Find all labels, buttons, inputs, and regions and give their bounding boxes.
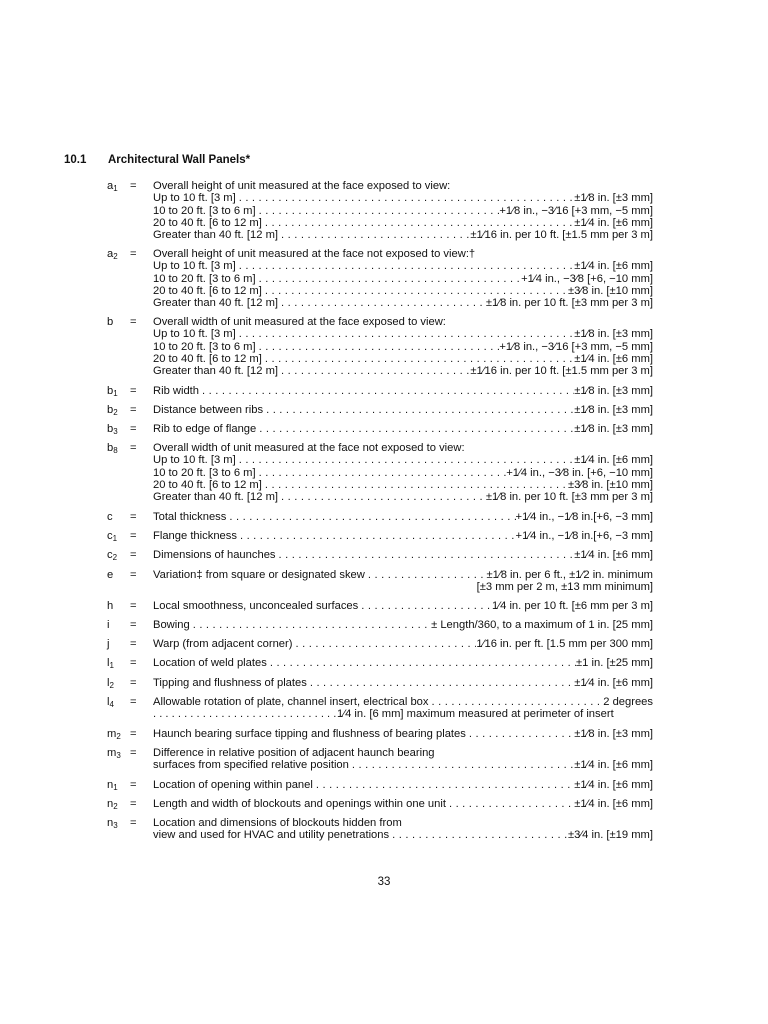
section-number: 10.1 xyxy=(64,154,87,166)
symbol-letter: l xyxy=(107,657,110,669)
tolerance-label: Dimensions of haunches xyxy=(153,549,276,561)
symbol-letter: b xyxy=(107,404,114,416)
tolerance-label: view and used for HVAC and utility penetrations xyxy=(153,829,390,842)
tolerance-label: Warp (from adjacent corner) xyxy=(153,638,293,650)
tolerance-value: ±1⁄4 in. [±6 mm] xyxy=(574,677,653,689)
entry-symbol xyxy=(107,600,113,612)
tolerance-value: ±1⁄8 in. [±3 mm] xyxy=(574,423,653,435)
dot-leader xyxy=(262,217,574,229)
symbol-subscript: 1 xyxy=(109,661,114,670)
tolerance-row xyxy=(153,479,653,491)
equals-sign: = xyxy=(130,423,137,435)
dot-leader xyxy=(262,353,574,365)
tolerance-row xyxy=(153,638,653,650)
entry-symbol xyxy=(107,248,118,260)
equals-sign: = xyxy=(130,316,137,328)
dot-leader xyxy=(236,328,574,340)
entry-symbol xyxy=(107,549,117,561)
entry-symbol xyxy=(107,423,118,435)
entry-body xyxy=(153,248,653,309)
tolerance-row xyxy=(153,328,653,340)
equals-sign: = xyxy=(130,619,137,631)
tolerance-row xyxy=(153,404,653,416)
tolerance-row xyxy=(153,385,653,397)
equals-sign: = xyxy=(130,728,137,740)
tolerance-value: 1⁄16 in. per ft. [1.5 mm per 300 mm] xyxy=(476,638,653,650)
equals-sign: = xyxy=(130,549,137,561)
equals-sign: = xyxy=(130,180,137,192)
tolerance-label: surfaces from specified relative position xyxy=(153,759,349,772)
symbol-subscript: 1 xyxy=(113,783,118,792)
tolerance-value: ±3⁄8 in. [±10 mm] xyxy=(567,284,653,297)
entry-symbol xyxy=(107,511,113,523)
symbol-letter: l xyxy=(107,677,110,689)
tolerance-row xyxy=(153,454,653,466)
dot-leader xyxy=(313,779,574,791)
symbol-subscript: 4 xyxy=(109,700,114,709)
entry-body xyxy=(153,728,653,740)
entry-symbol xyxy=(107,569,113,581)
entry-body xyxy=(153,442,653,503)
tolerance-label: Bowing xyxy=(153,619,190,631)
entry-symbol xyxy=(107,657,114,669)
tolerance-value: ±1⁄8 in. [±3 mm] xyxy=(574,404,653,416)
tolerance-row xyxy=(153,423,653,435)
equals-sign: = xyxy=(130,696,137,708)
tolerance-row xyxy=(153,229,653,241)
symbol-subscript: 8 xyxy=(113,446,118,455)
entry-body xyxy=(153,798,653,810)
tolerance-value: ±1⁄16 in. per 10 ft. [±1.5 mm per 3 m] xyxy=(470,365,653,378)
tolerance-row xyxy=(153,530,653,542)
entry-body xyxy=(153,423,653,435)
tolerance-label: Overall width of unit measured at the face exposed to view: xyxy=(153,316,446,328)
entry-body xyxy=(153,638,653,650)
symbol-subscript: 3 xyxy=(116,751,121,760)
tolerance-value: ±1⁄8 in. [±3 mm] xyxy=(574,328,653,341)
tolerance-label: Haunch bearing surface tipping and flushness of bearing plates xyxy=(153,728,466,740)
tolerance-label: Greater than 40 ft. [12 m] xyxy=(153,297,278,310)
tolerance-row xyxy=(153,180,653,192)
tolerance-row xyxy=(153,442,653,454)
entry-body xyxy=(153,696,653,721)
tolerance-label: Location of weld plates xyxy=(153,657,267,669)
tolerance-value: ±1⁄4 in. [±6 mm] xyxy=(574,216,653,229)
entry-body xyxy=(153,569,653,594)
tolerance-value: +1⁄4 in., −3⁄8 [+6, −10 mm] xyxy=(521,272,653,285)
entry-symbol xyxy=(107,696,114,708)
dot-leader xyxy=(365,569,487,581)
symbol-letter: a xyxy=(107,180,114,192)
symbol-subscript: 1 xyxy=(112,534,118,543)
tolerance-label: Variation‡ from square or designated skew xyxy=(153,569,365,581)
tolerance-label: Length and width of blockouts and openings within one unit xyxy=(153,798,446,810)
tolerance-value: +1⁄4 in., −1⁄8 in.[+6, −3 mm] xyxy=(515,511,653,523)
tolerance-row xyxy=(153,569,653,581)
symbol-letter: b xyxy=(107,385,114,397)
entry-symbol xyxy=(107,316,113,328)
entry-body xyxy=(153,530,653,542)
dot-leader xyxy=(153,708,337,720)
symbol-subscript: 2 xyxy=(113,802,118,811)
tolerance-value: ±1⁄4 in. [±6 mm] xyxy=(574,798,653,810)
symbol-letter: i xyxy=(107,619,110,631)
tolerance-value: ± Length/360, to a maximum of 1 in. [25 mm] xyxy=(431,619,653,631)
entry-body xyxy=(153,747,653,772)
dot-leader xyxy=(226,511,515,523)
tolerance-row xyxy=(153,365,653,377)
page-number: 33 xyxy=(377,876,391,888)
tolerance-value: ±1⁄4 in. [±6 mm] xyxy=(574,779,653,791)
tolerance-value: ±1⁄8 in. [±3 mm] xyxy=(574,385,653,397)
tolerance-label: Rib width xyxy=(153,385,200,397)
equals-sign: = xyxy=(130,511,137,523)
tolerance-value: ±1⁄8 in. per 10 ft. [±3 mm per 3 m] xyxy=(485,297,653,310)
tolerance-label: 10 to 20 ft. [3 to 6 m] xyxy=(153,340,256,353)
tolerance-row xyxy=(153,297,653,309)
tolerance-row xyxy=(153,677,653,689)
equals-sign: = xyxy=(130,385,137,397)
section-title: Architectural Wall Panels* xyxy=(108,154,251,166)
entry-body xyxy=(153,779,653,791)
entry-body xyxy=(153,657,653,669)
equals-sign: = xyxy=(130,747,137,759)
tolerance-value: ±1⁄4 in. [±6 mm] xyxy=(574,454,653,467)
entry-symbol xyxy=(107,677,114,689)
tolerance-row xyxy=(153,341,653,353)
entry-symbol xyxy=(107,817,118,829)
tolerance-label: Distance between ribs xyxy=(153,404,264,416)
tolerance-row xyxy=(153,467,653,479)
tolerance-row xyxy=(153,273,653,285)
tolerance-row xyxy=(153,708,653,720)
tolerance-row xyxy=(153,747,653,759)
tolerance-value: +1⁄8 in., −3⁄16 [+3 mm, −5 mm] xyxy=(499,340,653,353)
symbol-letter: c xyxy=(107,511,113,523)
dot-leader xyxy=(256,341,500,353)
equals-sign: = xyxy=(130,404,137,416)
dot-leader xyxy=(263,404,574,416)
dot-leader xyxy=(256,467,507,479)
equals-sign: = xyxy=(130,600,137,612)
tolerance-value: ±1⁄8 in. [±3 mm] xyxy=(574,728,653,740)
tolerance-row xyxy=(153,728,653,740)
tolerance-row xyxy=(153,581,653,593)
dot-leader xyxy=(278,297,486,309)
tolerance-row xyxy=(153,511,653,523)
symbol-subscript: 1 xyxy=(113,184,118,193)
tolerance-label: 20 to 40 ft. [6 to 12 m] xyxy=(153,352,262,365)
tolerance-label: Rib to edge of flange xyxy=(153,423,257,435)
equals-sign: = xyxy=(130,248,137,260)
dot-leader xyxy=(237,530,516,542)
dot-leader xyxy=(267,657,576,669)
tolerance-label: 20 to 40 ft. [6 to 12 m] xyxy=(153,284,262,297)
dot-leader xyxy=(358,600,492,612)
entry-body xyxy=(153,180,653,241)
tolerance-row xyxy=(153,798,653,810)
tolerance-row xyxy=(153,696,653,708)
tolerance-row xyxy=(153,192,653,204)
tolerance-label: 20 to 40 ft. [6 to 12 m] xyxy=(153,216,262,229)
tolerance-label: Location and dimensions of blockouts hidden from xyxy=(153,817,402,829)
equals-sign: = xyxy=(130,638,137,650)
tolerance-row xyxy=(153,619,653,631)
symbol-letter: c xyxy=(107,530,113,542)
tolerance-label: Up to 10 ft. [3 m] xyxy=(153,454,236,467)
entry-symbol xyxy=(107,530,117,542)
symbol-letter: a xyxy=(107,248,114,260)
entry-body xyxy=(153,817,653,842)
entry-symbol xyxy=(107,728,121,740)
tolerance-value: ±1⁄4 in. [±6 mm] xyxy=(574,352,653,365)
dot-leader xyxy=(262,479,568,491)
tolerance-value: ±3⁄8 in. [±10 mm] xyxy=(567,478,653,491)
entry-body xyxy=(153,549,653,561)
dot-leader xyxy=(292,638,476,650)
symbol-letter: e xyxy=(107,569,114,581)
tolerance-row xyxy=(153,657,653,669)
equals-sign: = xyxy=(130,569,137,581)
entry-body xyxy=(153,316,653,377)
symbol-letter: m xyxy=(107,747,117,759)
entry-body xyxy=(153,511,653,523)
tolerance-row xyxy=(153,759,653,771)
dot-leader xyxy=(190,619,431,631)
symbol-subscript: 2 xyxy=(112,553,118,562)
tolerance-row xyxy=(153,285,653,297)
dot-leader xyxy=(276,549,575,561)
dot-leader xyxy=(236,260,574,272)
dot-leader xyxy=(446,798,574,810)
dot-leader xyxy=(466,728,574,740)
dot-leader xyxy=(236,454,574,466)
tolerance-label: 10 to 20 ft. [3 to 6 m] xyxy=(153,272,256,285)
symbol-letter: b xyxy=(107,316,114,328)
tolerance-value: ±1⁄16 in. per 10 ft. [±1.5 mm per 3 m] xyxy=(470,229,653,242)
dot-leader xyxy=(307,677,574,689)
tolerance-value: ±1⁄8 in. per 10 ft. [±3 mm per 3 m] xyxy=(485,491,653,504)
entry-body xyxy=(153,619,653,631)
entry-body xyxy=(153,385,653,397)
tolerance-value: +1⁄4 in., −1⁄8 in.[+6, −3 mm] xyxy=(515,530,653,542)
symbol-letter: c xyxy=(107,549,113,561)
dot-leader xyxy=(278,491,486,503)
tolerance-row xyxy=(153,600,653,612)
tolerance-label: Overall width of unit measured at the face not exposed to view: xyxy=(153,442,465,454)
dot-leader xyxy=(256,205,500,217)
tolerance-label: Tipping and flushness of plates xyxy=(153,677,307,689)
tolerance-label: Greater than 40 ft. [12 m] xyxy=(153,365,278,378)
equals-sign: = xyxy=(130,677,137,689)
tolerance-row xyxy=(153,549,653,561)
entry-symbol xyxy=(107,798,118,810)
symbol-letter: b xyxy=(107,442,114,454)
entry-symbol xyxy=(107,638,110,650)
tolerance-label: Overall height of unit measured at the face exposed to view: xyxy=(153,180,451,192)
symbol-letter: l xyxy=(107,696,110,708)
tolerance-row xyxy=(153,817,653,829)
dot-leader xyxy=(278,365,470,377)
symbol-subscript: 3 xyxy=(113,427,118,436)
equals-sign: = xyxy=(130,442,137,454)
symbol-subscript: 2 xyxy=(116,732,121,741)
symbol-subscript: 1 xyxy=(113,389,118,398)
tolerance-value: ±1⁄4 in. [±6 mm] xyxy=(574,260,653,273)
tolerance-row xyxy=(153,829,653,841)
symbol-letter: m xyxy=(107,728,117,740)
dot-leader xyxy=(236,192,574,204)
tolerance-label: Flange thickness xyxy=(153,530,237,542)
tolerance-label: Up to 10 ft. [3 m] xyxy=(153,328,236,341)
dot-leader xyxy=(256,273,522,285)
equals-sign: = xyxy=(130,779,137,791)
entry-symbol xyxy=(107,385,118,397)
dot-leader xyxy=(262,285,568,297)
entry-symbol xyxy=(107,779,118,791)
entry-body xyxy=(153,677,653,689)
symbol-letter: n xyxy=(107,798,114,810)
tolerance-label: Local smoothness, unconcealed surfaces xyxy=(153,600,359,612)
tolerance-row xyxy=(153,779,653,791)
entry-symbol xyxy=(107,619,110,631)
symbol-letter: n xyxy=(107,817,114,829)
tolerance-value: +1⁄4 in., −3⁄8 in. [+6, −10 mm] xyxy=(506,466,653,479)
entry-body xyxy=(153,404,653,416)
tolerance-value: [±3 mm per 2 m, ±13 mm minimum] xyxy=(476,581,653,594)
tolerance-row xyxy=(153,491,653,503)
equals-sign: = xyxy=(130,657,137,669)
entry-symbol xyxy=(107,747,121,759)
symbol-letter: n xyxy=(107,779,114,791)
symbol-subscript: 3 xyxy=(113,821,118,830)
tolerance-label: Overall height of unit measured at the face not exposed to view:† xyxy=(153,248,476,260)
dot-leader xyxy=(278,229,470,241)
symbol-letter: b xyxy=(107,423,114,435)
entry-symbol xyxy=(107,404,118,416)
tolerance-row xyxy=(153,205,653,217)
tolerance-label: Allowable rotation of plate, channel insert, electrical box xyxy=(153,696,429,708)
tolerance-value: ±1 in. [±25 mm] xyxy=(576,657,653,669)
symbol-subscript: 2 xyxy=(113,408,118,417)
symbol-letter: h xyxy=(107,600,114,612)
dot-leader xyxy=(429,696,604,708)
dot-leader xyxy=(349,759,574,771)
dot-leader xyxy=(389,829,568,841)
tolerance-value: ±1⁄4 in. [±6 mm] xyxy=(574,759,653,772)
dot-leader xyxy=(256,423,574,435)
symbol-subscript: 2 xyxy=(113,252,118,261)
tolerance-row xyxy=(153,217,653,229)
tolerance-label: Greater than 40 ft. [12 m] xyxy=(153,491,278,504)
tolerance-value: 1⁄4 in. [6 mm] maximum measured at perimeter of insert xyxy=(337,708,614,721)
dot-leader xyxy=(199,385,574,397)
tolerance-row xyxy=(153,260,653,272)
tolerance-label: Difference in relative position of adjacent haunch bearing xyxy=(153,747,435,759)
tolerance-label: 10 to 20 ft. [3 to 6 m] xyxy=(153,204,256,217)
tolerance-label: Up to 10 ft. [3 m] xyxy=(153,260,236,273)
tolerance-value: ±3⁄4 in. [±19 mm] xyxy=(567,829,653,842)
tolerance-label: Total thickness xyxy=(153,511,227,523)
equals-sign: = xyxy=(130,530,137,542)
tolerance-label: 20 to 40 ft. [6 to 12 m] xyxy=(153,478,262,491)
entry-symbol xyxy=(107,180,118,192)
tolerance-label: Greater than 40 ft. [12 m] xyxy=(153,229,278,242)
tolerance-label: Location of opening within panel xyxy=(153,779,313,791)
tolerance-value: 2 degrees xyxy=(603,696,653,708)
equals-sign: = xyxy=(130,817,137,829)
entry-body xyxy=(153,600,653,612)
tolerance-value: ±1⁄4 in. [±6 mm] xyxy=(574,549,653,561)
tolerance-row xyxy=(153,316,653,328)
tolerance-value: 1⁄4 in. per 10 ft. [±6 mm per 3 m] xyxy=(492,600,653,612)
tolerance-value: ±1⁄8 in. per 6 ft., ±1⁄2 in. minimum xyxy=(486,569,653,581)
tolerance-label: Up to 10 ft. [3 m] xyxy=(153,192,236,205)
symbol-letter: j xyxy=(107,638,110,650)
tolerance-value: +1⁄8 in., −3⁄16 [+3 mm, −5 mm] xyxy=(499,204,653,217)
entry-symbol xyxy=(107,442,118,454)
equals-sign: = xyxy=(130,798,137,810)
symbol-subscript: 2 xyxy=(109,681,114,690)
tolerance-row xyxy=(153,248,653,260)
tolerance-row xyxy=(153,353,653,365)
tolerance-value: ±1⁄8 in. [±3 mm] xyxy=(574,192,653,205)
tolerance-label: 10 to 20 ft. [3 to 6 m] xyxy=(153,466,256,479)
